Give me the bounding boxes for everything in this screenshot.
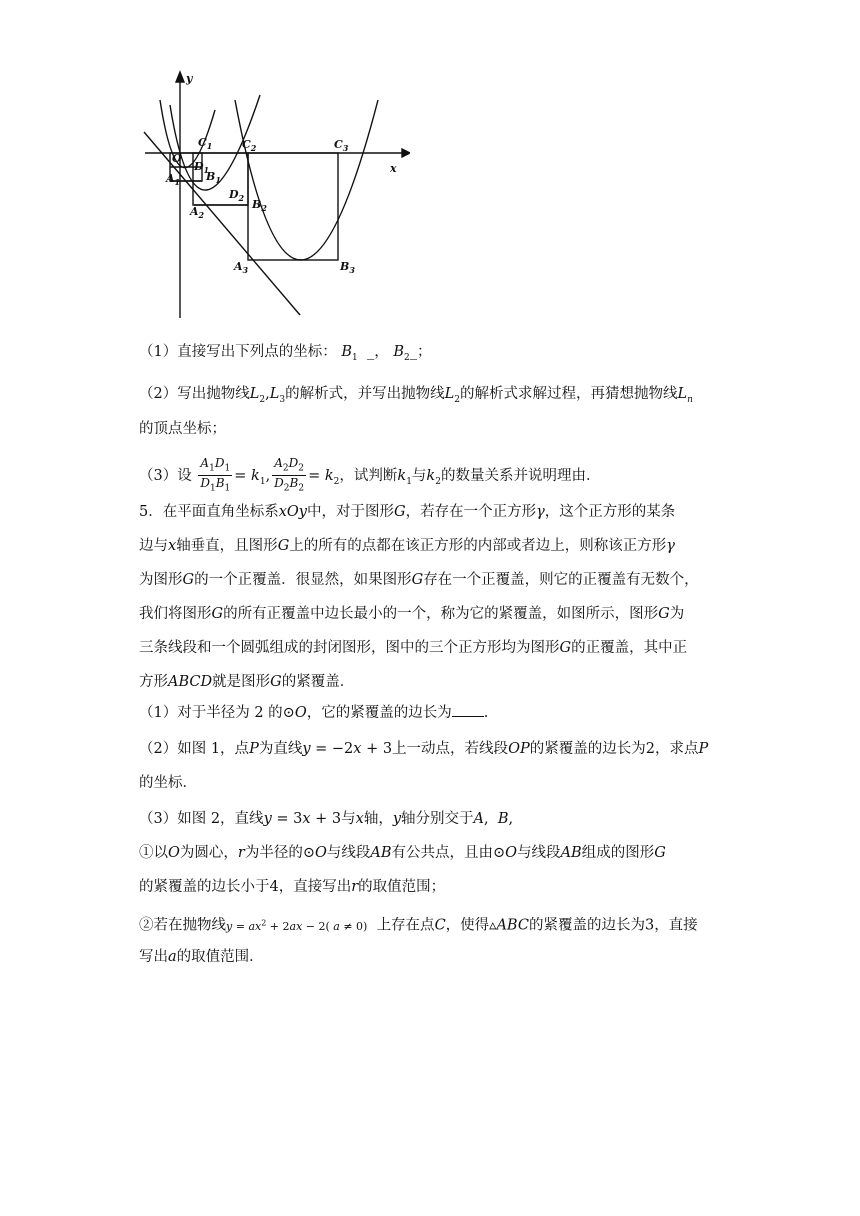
q4-part1: （1）直接写出下列点的坐标： $B_1$ _， $B_2\_$； <box>139 344 432 363</box>
q5-part2: （2）如图 1，点P为直线y = −2x + 3上一动点，若线段OP的紧覆盖的边长为2，求点P <box>139 741 709 757</box>
svg-text:D2: $D_2$ <box>229 188 245 203</box>
q4-part2: （2）写出抛物线$L_2,L_3$的解析式，并写出抛物线$L_2$的解析式求解过程，再猜想抛物线$L_n$ <box>139 386 693 405</box>
svg-text:B1: $B_1$ <box>206 170 221 185</box>
svg-text:A1: $A_1$ <box>166 172 181 187</box>
parabola-L1 <box>160 100 215 168</box>
svg-text:B2: $B_2$ <box>252 198 267 213</box>
label-O: O <box>172 152 182 165</box>
q4-part3: （3）设 $\frac{A_1D_1}{D_1B_1}$ = $k_1$, $\frac{A_2D_2}{D_2B_2}$ = $k_2$，试判断$k_1$与$k_2$的数量关系并说明理由． <box>139 456 601 494</box>
q5-part3-2-cont: 写出a的取值范围． <box>139 949 264 965</box>
svg-text:C3: $C_3$ <box>334 138 349 153</box>
y-axis-arrow <box>176 72 184 82</box>
tangent-line <box>144 132 300 315</box>
q5-part3: （3）如图 2，直线y = 3x + 3与x轴，y轴分别交于A, B, <box>139 811 514 827</box>
svg-text:C1: $C_1$ <box>198 136 213 151</box>
parabola-figure <box>140 70 410 320</box>
label-y: y <box>186 72 193 85</box>
q5-part1: （1）对于半径为 2 的⊙O，它的紧覆盖的边长为 . <box>139 702 488 724</box>
q5-part2-cont: 的坐标． <box>139 775 197 791</box>
q4-part2-cont: 的顶点坐标； <box>139 421 226 437</box>
x-axis-arrow <box>402 149 410 157</box>
svg-text:A2: $A_2$ <box>190 205 205 220</box>
q5-part3-2: ②若在抛物线$y = ax^2 + 2ax - 2$( a ≠ 0) 上存在点C，使得▵ABC的紧覆盖的边长为3，直接 <box>139 917 698 934</box>
svg-text:B3: $B_3$ <box>340 260 355 275</box>
q5-part3-1: ①以O为圆心，r为半径的⊙O与线段AB有公共点，且由⊙O与线段AB组成的图形G <box>139 845 666 861</box>
svg-text:C2: $C_2$ <box>242 138 257 153</box>
q5-stem: 5．在平面直角坐标系xOy中，对于图形G，若存在一个正方形γ，这个正方形的某条 边与x轴垂直，且图形G上的所有的点都在该正方形的内部或者边上，则称该正方形γ 为图形G的一个正覆盖．很显然，如果图形G存在一个正覆盖，则它的正覆盖有无数个， 我们将图形G的所有正覆盖中边长最小的一个，称为它的紧覆盖，如图所示，图形G为 三条线段和一个圆弧组成的封闭图形，图中的三个正方形均为图形G的正覆盖，其中正 方形ABCD就是图形G的紧覆盖． <box>139 504 699 690</box>
svg-text:A3: $A_3$ <box>234 260 249 275</box>
label-x: x <box>390 162 397 175</box>
q5-part3-1-cont: 的紧覆盖的边长小于4，直接写出r的取值范围； <box>139 879 446 895</box>
svg-text:D1: $D_1$ <box>194 160 210 175</box>
parabola-L3 <box>235 100 378 260</box>
